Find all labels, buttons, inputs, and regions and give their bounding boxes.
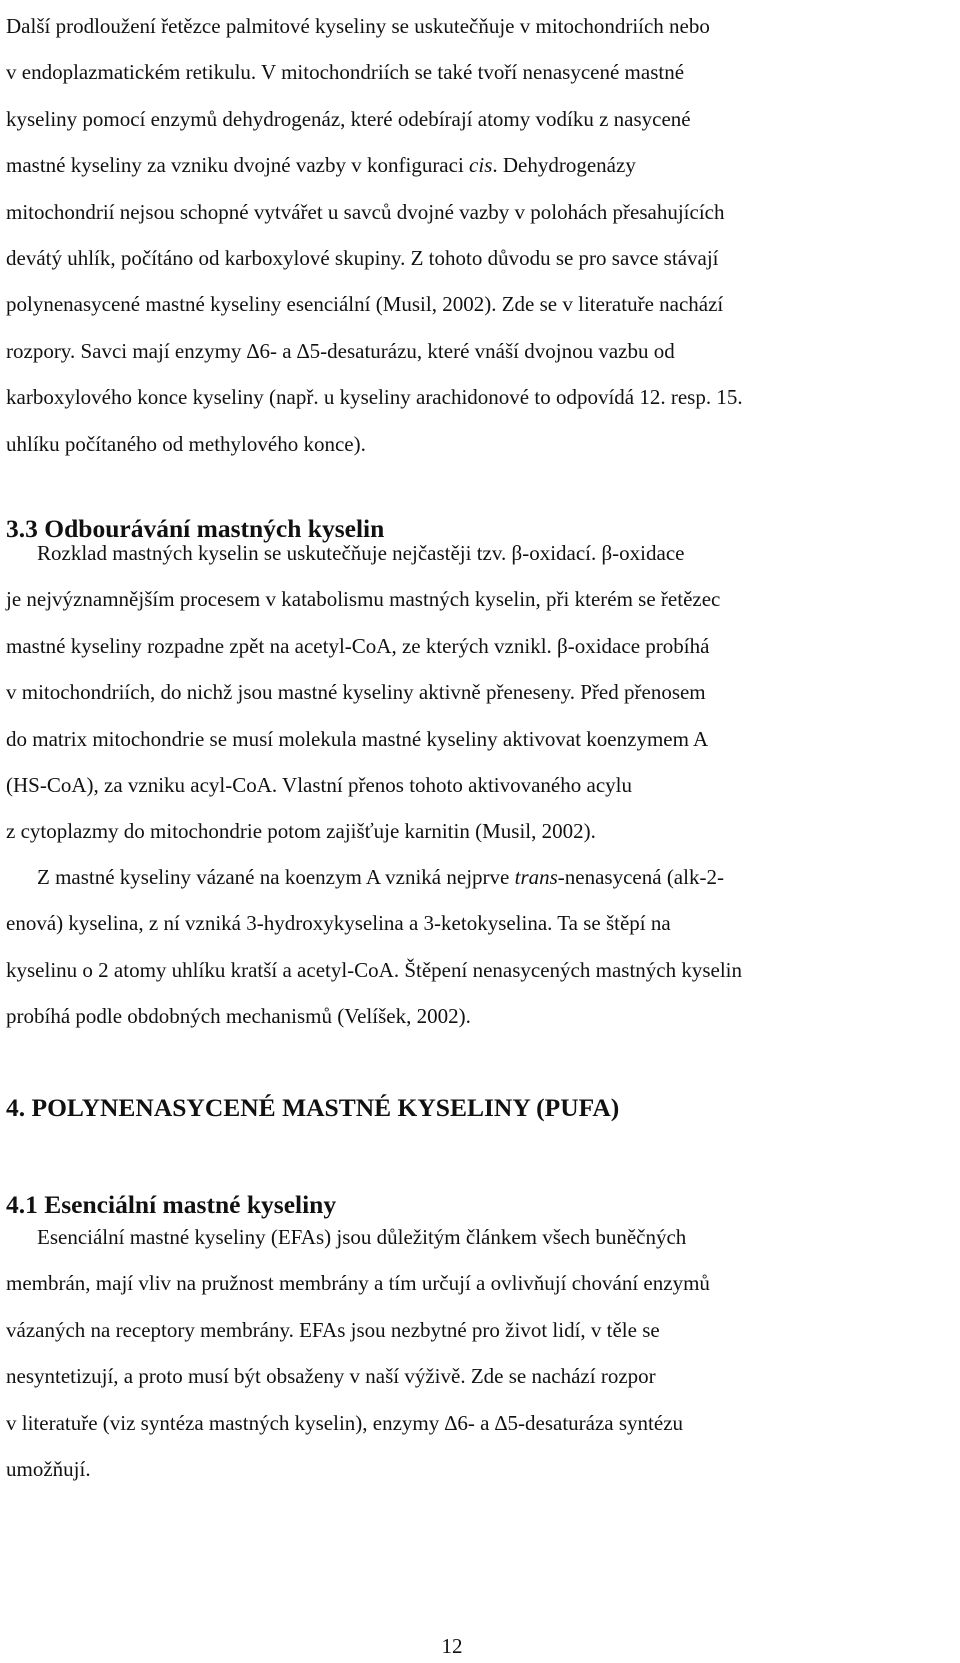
paragraph-essential-fatty-acids — [6, 1214, 936, 1492]
text-line: z cytoplazmy do mitochondrie potom zajišťuje karnitin (Musil, 2002). — [6, 819, 596, 844]
text-line: mastné kyseliny rozpadne zpět na acetyl-CoA, ze kterých vznikl. β-oxidace probíhá — [6, 633, 710, 658]
text-line: nesyntetizují, a proto musí být obsaženy v naší výživě. Zde se nachází rozpor — [6, 1364, 656, 1389]
section-heading-3-3: 3.3 Odbourávání mastných kyselin — [6, 514, 385, 543]
text-line: je nejvýznamnějším procesem v katabolismu mastných kyselin, při kterém se řetězec — [6, 587, 721, 612]
paragraph-fatty-acid-elongation — [6, 3, 936, 467]
text-line: umožňují. — [6, 1457, 91, 1482]
text-line: v mitochondriích, do nichž jsou mastné kyseliny aktivně přeneseny. Před přenosem — [6, 680, 706, 705]
page-number: 12 — [441, 1634, 463, 1658]
paragraph-coenzyme-a — [6, 854, 936, 1040]
text-line: devátý uhlík, počítáno od karboxylové skupiny. Z tohoto důvodu se pro savce stávají — [6, 246, 719, 271]
text-line — [6, 854, 936, 900]
italic-term: trans — [514, 865, 558, 889]
text-segment: . Dehydrogenázy — [492, 153, 636, 178]
section-heading-4-1: 4.1 Esenciální mastné kyseliny — [6, 1190, 337, 1219]
text-line: membrán, mají vliv na pružnost membrány a tím určují a ovlivňují chování enzymů — [6, 1271, 710, 1296]
text-line: v literatuře (viz syntéza mastných kyselin), enzymy ∆6- a ∆5-desaturáza syntézu — [6, 1410, 684, 1435]
text-line: Rozklad mastných kyselin se uskutečňuje nejčastěji tzv. β-oxidací. β-oxidace — [37, 541, 685, 565]
text-line: kyselinu o 2 atomy uhlíku kratší a acetyl-CoA. Štěpení nenasycených mastných kyselin — [6, 957, 743, 982]
text-line — [6, 142, 936, 188]
text-line: rozpory. Savci mají enzymy ∆6- a ∆5-desaturázu, které vnáší dvojnou vazbu od — [6, 338, 675, 363]
chapter-heading-4: 4. POLYNENASYCENÉ MASTNÉ KYSELINY (PUFA) — [6, 1093, 620, 1122]
text-segment: -nenasycená (alk-2- — [557, 865, 724, 889]
text-line: kyseliny pomocí enzymů dehydrogenáz, které odebírají atomy vodíku z nasycené — [6, 106, 691, 131]
text-line: probíhá podle obdobných mechanismů (Velíšek, 2002). — [6, 1004, 471, 1029]
text-line: v endoplazmatickém retikulu. V mitochondriích se také tvoří nenasycené mastné — [6, 60, 685, 85]
text-line: uhlíku počítaného od methylového konce). — [6, 431, 366, 456]
paragraph-beta-oxidation — [6, 530, 936, 855]
text-line: enová) kyselina, z ní vzniká 3-hydroxykyselina a 3-ketokyselina. Ta se štěpí na — [6, 911, 671, 936]
text-line: Další prodloužení řetězce palmitové kyseliny se uskutečňuje v mitochondriích nebo — [6, 14, 710, 38]
text-line: do matrix mitochondrie se musí molekula mastné kyseliny aktivovat koenzymem A — [6, 726, 709, 751]
text-line: karboxylového konce kyseliny (např. u kyseliny arachidonové to odpovídá 12. resp. 15. — [6, 385, 743, 410]
text-line: polynenasycené mastné kyseliny esenciální (Musil, 2002). Zde se v literatuře nachází — [6, 292, 724, 317]
text-segment: Z mastné kyseliny vázané na koenzym A vzniká nejprve — [37, 865, 515, 889]
text-line: Esenciální mastné kyseliny (EFAs) jsou důležitým článkem všech buněčných — [37, 1225, 687, 1249]
text-line: (HS-CoA), za vzniku acyl-CoA. Vlastní přenos tohoto aktivovaného acylu — [6, 773, 632, 798]
text-line: mitochondrií nejsou schopné vytvářet u savců dvojné vazby v polohách přesahujících — [6, 199, 725, 224]
italic-term: cis — [469, 153, 493, 178]
text-segment: mastné kyseliny za vzniku dvojné vazby v konfiguraci — [6, 153, 470, 178]
text-line: vázaných na receptory membrány. EFAs jsou nezbytné pro život lidí, v těle se — [6, 1317, 660, 1342]
